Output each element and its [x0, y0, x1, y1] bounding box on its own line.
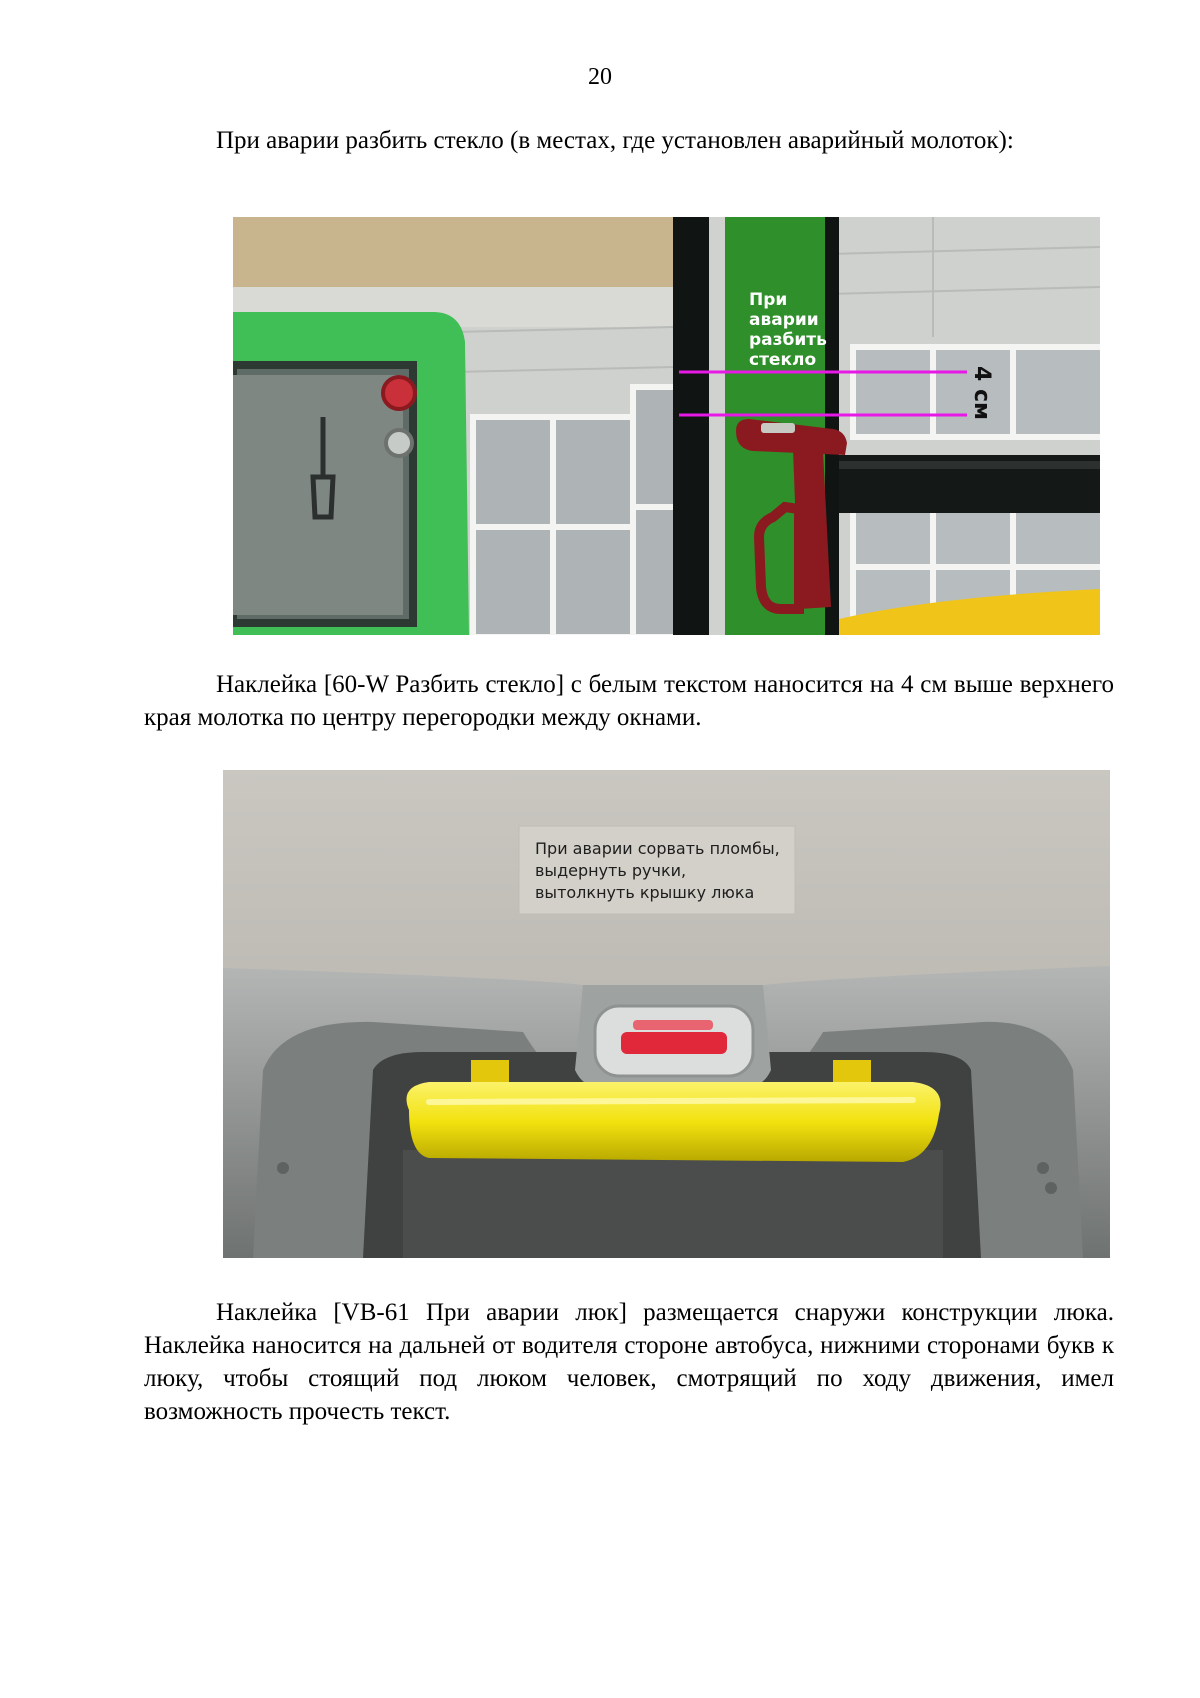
photo-emergency-hammer	[233, 217, 1100, 635]
photo-roof-hatch-illustration	[223, 770, 1110, 1258]
sticker-line-4: стекло	[749, 350, 817, 370]
sticker-line-3: разбить	[749, 330, 827, 350]
yellow-handle	[407, 1082, 941, 1162]
hatch-sticker-line-1: При аварии сорвать пломбы,	[535, 839, 780, 858]
paragraph-sticker-vb61: Наклейка [VB-61 При аварии люк] размещается снаружи конструкции люка. Наклейка наносится на дальней от водителя стороне автобуса, нижними сторонами букв к люку, чтобы стоящий под люком человек, смотрящий по ходу движения, имел возможность прочесть текст.	[144, 1299, 1114, 1425]
seal-red	[621, 1032, 727, 1054]
page-number: 20	[588, 64, 612, 90]
sticker-line-1: При	[749, 290, 788, 310]
photo-roof-hatch	[223, 770, 1110, 1258]
sticker-line-2: аварии	[749, 310, 819, 330]
hatch-sticker-line-3: вытолкнуть крышку люка	[535, 883, 755, 902]
paragraph-sticker-60w: Наклейка [60-W Разбить стекло] с белым текстом наносится на 4 см выше верхнего края молотка по центру перегородки между окнами.	[144, 671, 1114, 731]
paragraph-break-glass: При аварии разбить стекло (в местах, где установлен аварийный молоток):	[216, 127, 1014, 154]
hatch-sticker-line-2: выдернуть ручки,	[535, 861, 687, 880]
dimension-label: 4 см	[969, 366, 994, 420]
photo-emergency-hammer-illustration	[233, 217, 1100, 635]
